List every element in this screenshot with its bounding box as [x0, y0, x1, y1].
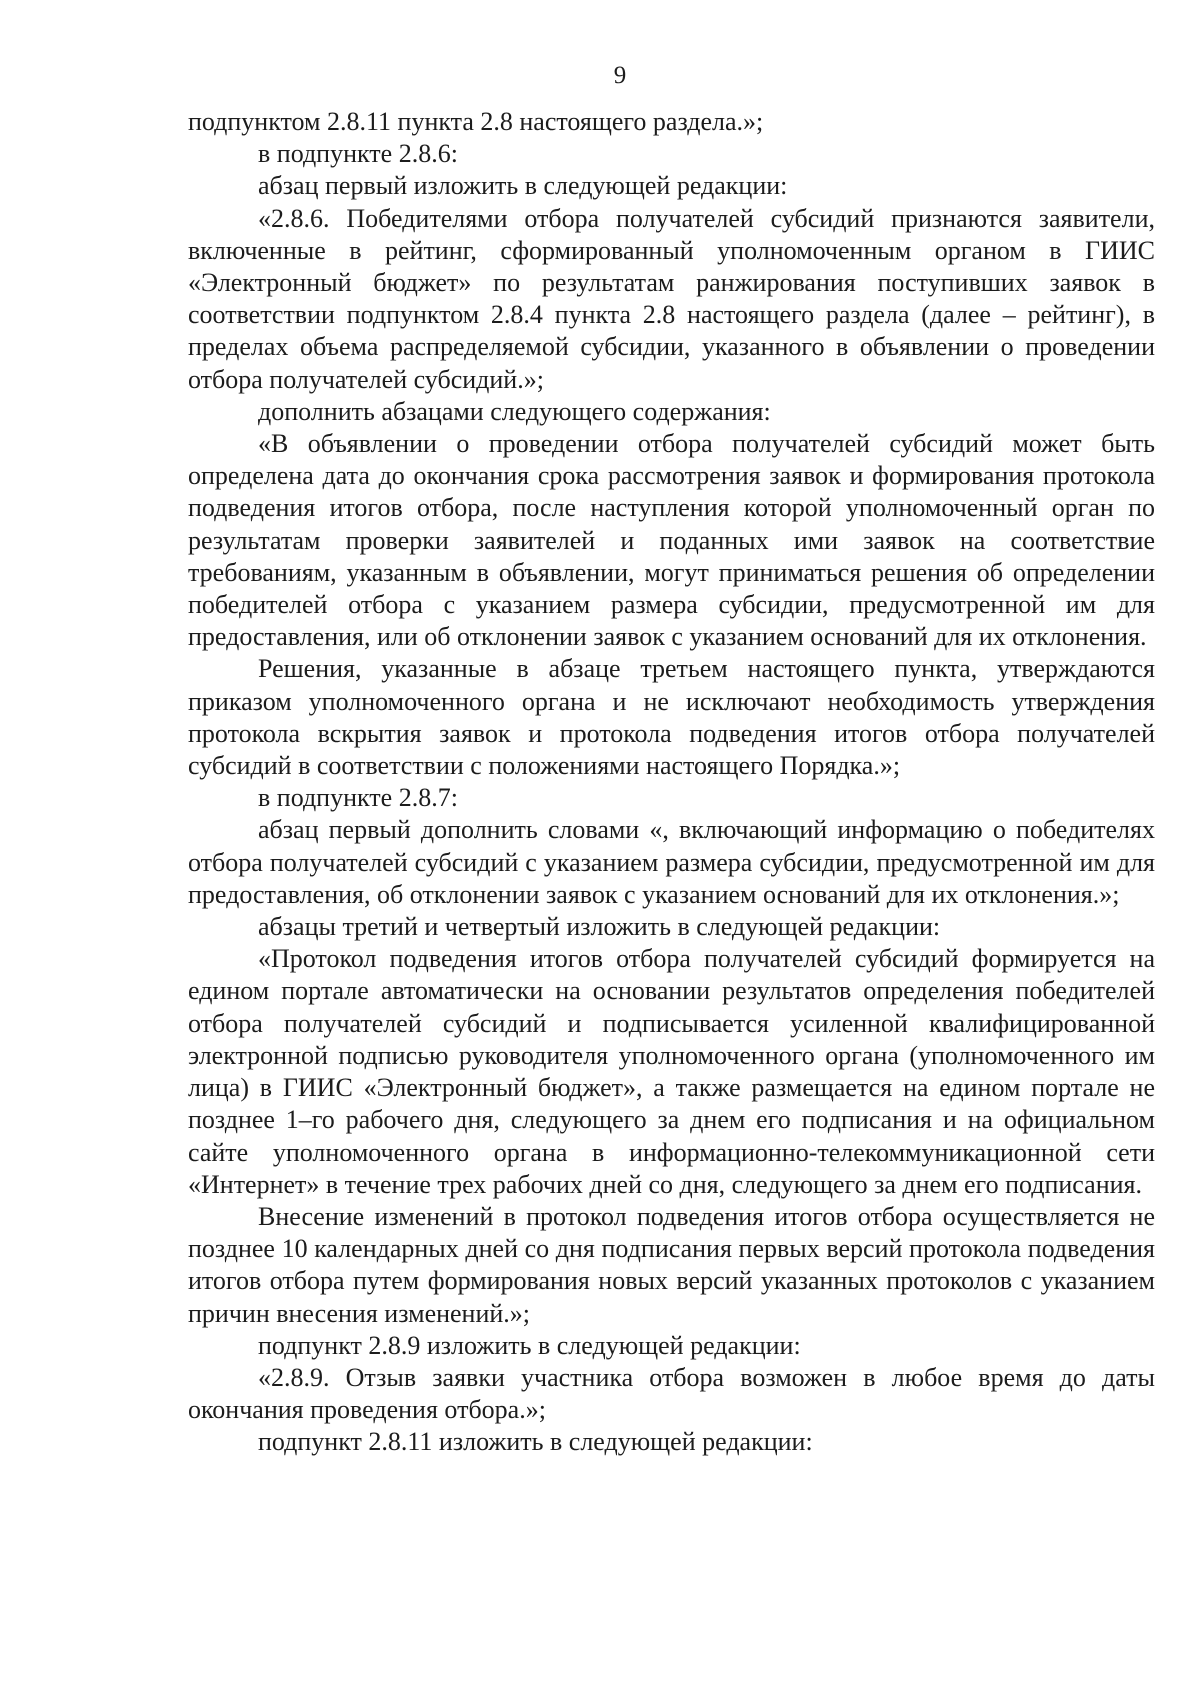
paragraph: подпунктом 2.8.11 пункта 2.8 настоящего раздела.»; [188, 107, 764, 136]
paragraph: «2.8.9. Отзыв заявки участника отбора возможен в любое время до даты окончания проведения отбора.»; [188, 1362, 1155, 1425]
paragraph: абзацы третий и четвертый изложить в следующей редакции: [258, 912, 941, 942]
page-number: 9 [613, 62, 627, 89]
paragraph: дополнить абзацами следующего содержания: [258, 396, 771, 426]
paragraph: в подпункте 2.8.7: [258, 783, 458, 813]
paragraph: абзац первый изложить в следующей редакции: [258, 171, 788, 201]
paragraph: в подпункте 2.8.6: [258, 139, 458, 169]
paragraph: «Протокол подведения итогов отбора получателей субсидий формируется на едином портале автоматически на основании результатов определения победителей отбора получателей субсидий и подписывается усиленной квалифицированной электронной подписью руководителя уполномоченного органа (уполномоченного им лица) в ГИИС «Электронный бюджет», а также размещается на едином портале не позднее 1–го рабочего дня, следующего за днем его подписания и на официальном сайте уполномоченного органа в информационно-телекоммуникационной сети «Интернет» в течение трех рабочих дней со дня, следующего за днем его подписания. [188, 944, 1155, 1199]
document-body [188, 106, 1155, 1459]
paragraph: «2.8.6. Победителями отбора получателей субсидий признаются заявители, включенные в рейтинг, сформированный уполномоченным органом в ГИИС «Электронный бюджет» по результатам ранжирования поступивших заявок в соответствии подпунктом 2.8.4 пункта 2.8 настоящего раздела (далее – рейтинг), в пределах объема распределяемой субсидии, указанного в объявлении о проведении отбора получателей субсидий.»; [188, 203, 1155, 394]
paragraph: «В объявлении о проведении отбора получателей субсидий может быть определена дата до окончания срока рассмотрения заявок и формирования протокола подведения итогов отбора, после наступления которой уполномоченный орган по результатам проверки заявителей и поданных ими заявок на соответствие требованиям, указанным в объявлении, могут приниматься решения об определении победителей отбора с указанием размера субсидии, предусмотренной им для предоставления, или об отклонении заявок с указанием оснований для их отклонения. [188, 429, 1155, 652]
paragraph: подпункт 2.8.11 изложить в следующей редакции: [258, 1427, 813, 1457]
paragraph: Решения, указанные в абзаце третьем настоящего пункта, утверждаются приказом уполномоченного органа и не исключают необходимость утверждения протокола вскрытия заявок и протокола подведения итогов отбора получателей субсидий в соответствии с положениями настоящего Порядка.»; [188, 654, 1155, 781]
paragraph: абзац первый дополнить словами «, включающий информацию о победителях отбора получателей субсидий с указанием размера субсидии, предусмотренной им для предоставления, об отклонении заявок с указанием оснований для их отклонения.»; [188, 815, 1155, 909]
paragraph: Внесение изменений в протокол подведения итогов отбора осуществляется не позднее 10 календарных дней со дня подписания первых версий протокола подведения итогов отбора путем формирования новых версий указанных протоколов с указанием причин внесения изменений.»; [188, 1201, 1155, 1328]
paragraph: подпункт 2.8.9 изложить в следующей редакции: [258, 1330, 801, 1360]
